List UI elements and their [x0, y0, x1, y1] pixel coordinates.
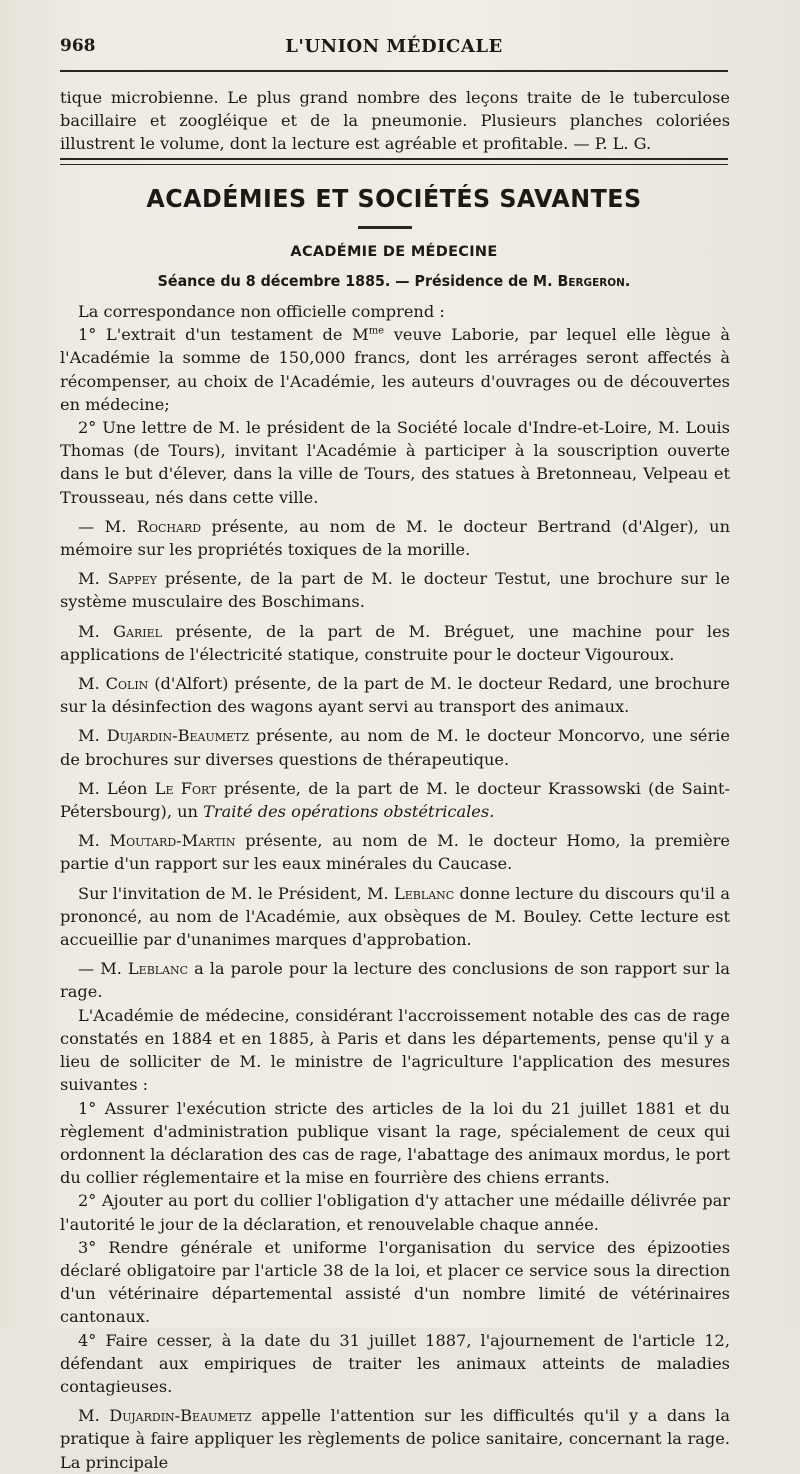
paragraph: 3° Rendre générale et uniforme l'organisation du service des épizooties déclaré obligatoire par l'article 38 de la loi, et placer ce service sous la direction d'un vétérinaire départemental assisté d'un nombre limité de vétérinaires cantonaux. — [60, 1237, 730, 1327]
paragraph — [60, 829, 730, 875]
academy-title: ACADÉMIE DE MÉDECINE — [290, 244, 498, 260]
session-line — [77, 272, 712, 290]
paragraph — [60, 672, 730, 718]
running-title: L'UNION MÉDICALE — [285, 36, 503, 57]
text-span: présente, de la part de M. le docteur Testut, une brochure sur le système musculaire des Boschimans. — [60, 569, 730, 612]
article-body — [60, 300, 730, 1474]
paragraph — [60, 777, 730, 823]
text-span: 1° L'extrait d'un testament de M — [78, 325, 369, 345]
person-name: Moutard-Martin — [109, 831, 236, 851]
paragraph: L'Académie de médecine, considérant l'accroissement notable des cas de rage constatés en 1884 et en 1885, à Paris et dans les départements, pense qu'il y a lieu de solliciter de M. le ministre de l'agriculture l'application des mesures suivantes : — [60, 1005, 730, 1095]
session-text: Séance du 8 décembre 1885. — Présidence de M. — [157, 272, 558, 290]
text-span: présente, au nom de M. le docteur Moncorvo, une série de brochures sur diverses questions de thérapeutique. — [60, 726, 730, 769]
section-title: ACADÉMIES ET SOCIÉTÉS SAVANTES — [146, 184, 642, 213]
person-name: Gariel — [113, 621, 162, 641]
text-span: donne lecture du discours qu'il a prononcé, au nom de l'Académie, aux obsèques de M. Bouley. Cette lecture est accueillie par d'unanimes marques d'approbation. — [60, 883, 730, 950]
paragraph: La correspondance non officielle comprend : — [78, 302, 445, 321]
text-span: M. — [78, 726, 107, 746]
text-span: M. — [78, 674, 106, 694]
text-span: M. Léon — [78, 778, 155, 798]
text-span: présente, au nom de M. le docteur Bertrand (d'Alger), un mémoire sur les propriétés toxiques de la morille. — [60, 516, 731, 560]
person-name: Leblanc — [127, 959, 189, 979]
person-name: Dujardin-Beaumetz — [106, 726, 250, 746]
text-span: présente, de la part de M. Bréguet, une machine pour les applications de l'électricité statique, construite pour le docteur Vigouroux. — [60, 621, 730, 664]
person-name: Rochard — [136, 516, 202, 536]
paragraph: 2° Une lettre de M. le président de la Société locale d'Indre-et-Loire, M. Louis Thomas (de Tours), invitant l'Académie à participer à la souscription ouverte dans le but d'élever, dans la ville de Tours, des statues à Bretonneau, Velpeau et Trousseau, nés dans cette ville. — [60, 418, 730, 507]
person-name: Leblanc — [394, 883, 455, 903]
paragraph — [60, 724, 730, 770]
page-number: 968 — [60, 36, 96, 56]
intro-paragraph — [60, 86, 730, 156]
superscript: me — [368, 325, 385, 337]
intro-text: tique microbienne. Le plus grand nombre des leçons traite de le tuberculose bacillaire et zoogléique et de la pneumonie. Plusieurs planches coloriées illustrent le volume, dont la lecture est agréable et profitable. — P. L. G. — [60, 88, 730, 154]
text-span: présente, de la part de M. le docteur Krassowski (de Saint-Pétersbourg), un — [60, 778, 730, 822]
paragraph — [60, 323, 730, 416]
header-rule — [60, 70, 728, 72]
text-span: veuve Laborie, par lequel elle lègue à l'Académie la somme de 150,000 francs, dont les arrérages seront affectés à récompenser, au choix de l'Académie, les auteurs d'ouvrages ou de découvertes en médecine; — [60, 325, 730, 414]
paragraph — [60, 957, 730, 1003]
person-name: Dujardin-Beaumetz — [109, 1406, 252, 1426]
text-span: M. — [78, 831, 110, 851]
section-rule-bottom — [60, 164, 728, 165]
text-span: M. — [78, 621, 114, 641]
text-span: — M. — [78, 959, 128, 979]
paragraph — [60, 515, 730, 561]
paragraph: 1° Assurer l'exécution stricte des articles de la loi du 21 juillet 1881 et du règlement d'administration publique visant la rage, spécialement de ceux qui ordonnent la déclaration des cas de rage, l'abattage des animaux mordus, le port du collier réglementaire et la mise en fourrière des chiens errants. — [60, 1098, 730, 1188]
paragraph — [60, 620, 730, 666]
text-span: M. — [78, 569, 108, 589]
text-span: présente, au nom de M. le docteur Homo, la première partie d'un rapport sur les eaux minérales du Caucase. — [60, 831, 730, 874]
paragraph — [60, 882, 730, 952]
text-span: Sur l'invitation de M. le Président, M. — [78, 883, 395, 903]
text-span: M. — [78, 1406, 110, 1426]
page-header — [60, 36, 728, 62]
paragraph: 2° Ajouter au port du collier l'obligation d'y attacher une médaille délivrée par l'autorité le jour de la déclaration, et renouvelable chaque année. — [60, 1191, 730, 1234]
paragraph: 4° Faire cesser, à la date du 31 juillet 1887, l'ajournement de l'article 12, défendant aux empiriques de traiter les animaux atteints de maladies contagieuses. — [60, 1330, 730, 1396]
title-divider — [358, 226, 412, 229]
person-name: Sappey — [107, 569, 157, 589]
paragraph — [60, 1404, 730, 1474]
person-name: Colin — [105, 674, 149, 694]
paragraph — [60, 567, 730, 613]
person-name: Le Fort — [154, 778, 217, 798]
book-title: Traité des opérations obstétricales. — [203, 802, 495, 822]
text-span: — M. — [78, 516, 137, 536]
session-president: Bergeron. — [557, 272, 631, 290]
text-span: appelle l'attention sur les difficultés qu'il y a dans la pratique à faire appliquer les règlements de police sanitaire, concernant la rage. La principale — [60, 1406, 731, 1472]
section-rule-top — [60, 158, 728, 160]
text-span: a la parole pour la lecture des conclusions de son rapport sur la rage. — [60, 959, 730, 1002]
text-span: (d'Alfort) présente, de la part de M. le docteur Redard, une brochure sur la désinfection des wagons ayant servi au transport des animaux. — [60, 674, 730, 717]
